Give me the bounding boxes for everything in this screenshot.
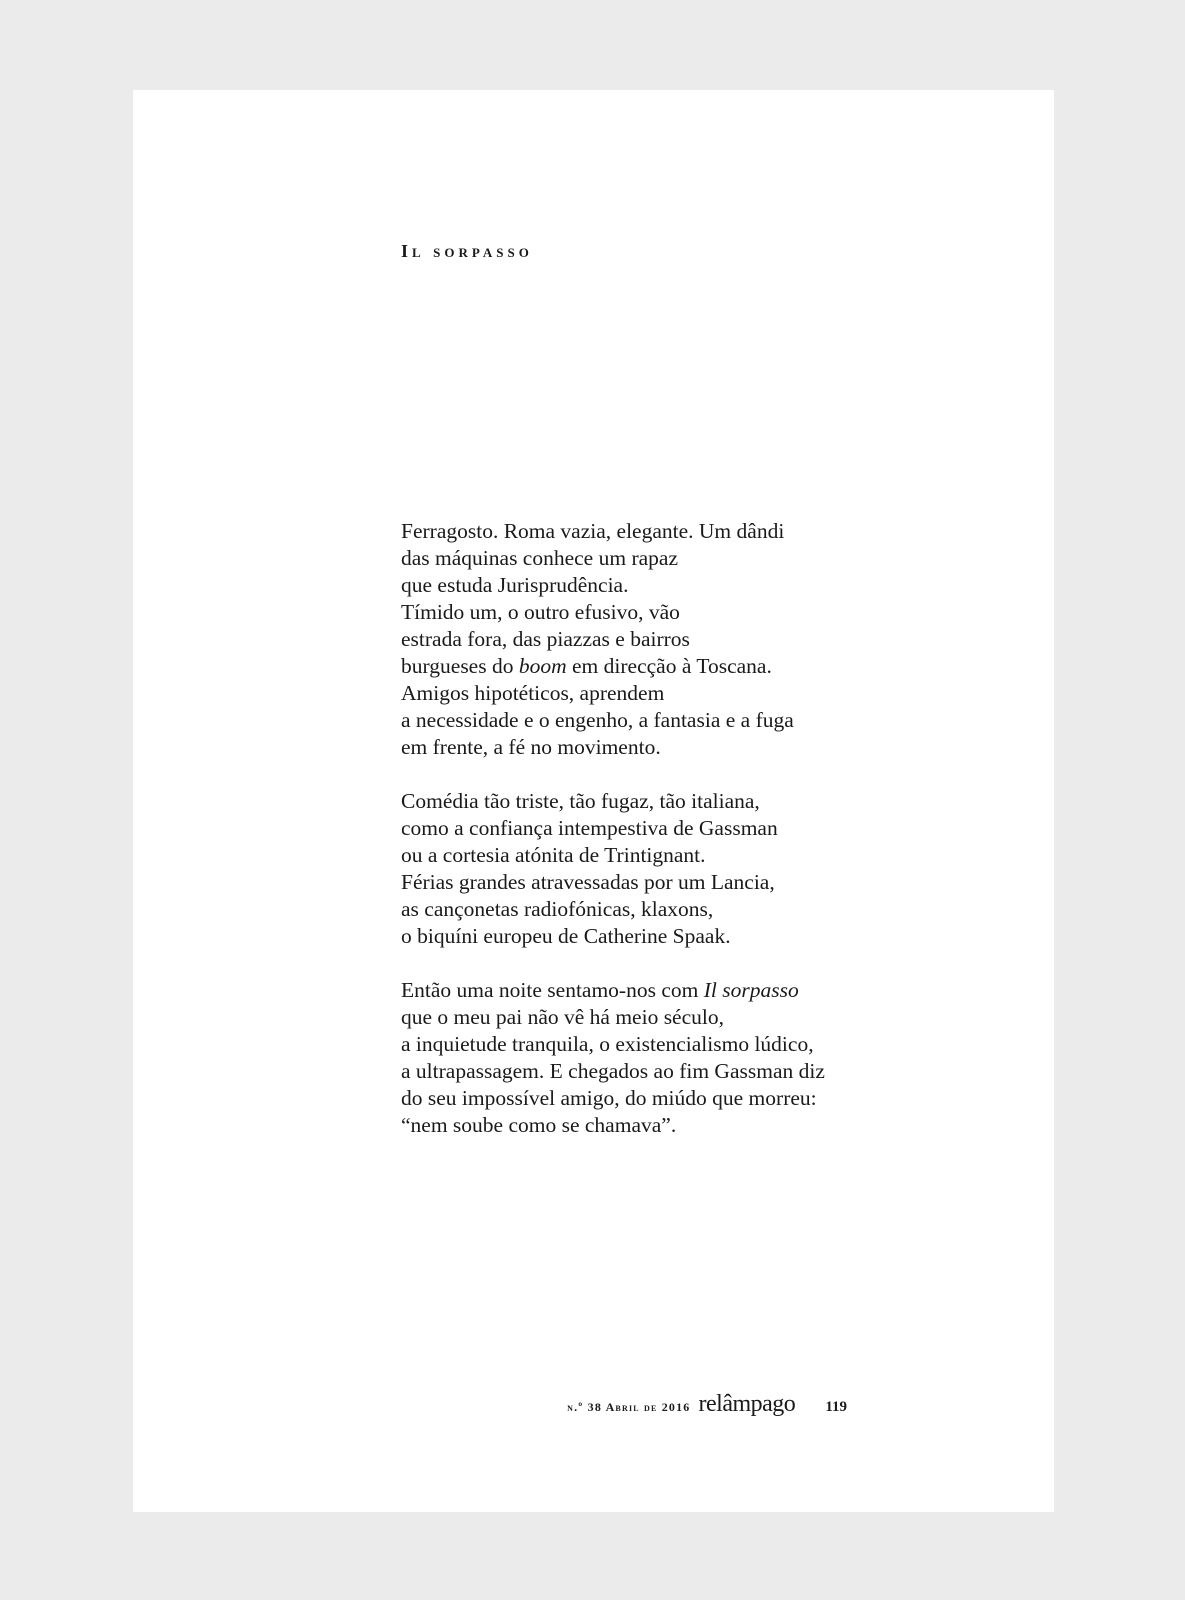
poem-line: a necessidade e o engenho, a fantasia e a fuga (401, 708, 794, 732)
poem-title: Il sorpasso (401, 241, 533, 261)
poem-line: em frente, a fé no movimento. (401, 735, 661, 759)
poem-line: do seu impossível amigo, do miúdo que morreu: (401, 1086, 817, 1110)
page (133, 90, 1054, 1512)
stanza (401, 518, 921, 761)
poem-line: Então uma noite sentamo-nos com Il sorpasso (401, 978, 799, 1002)
poem-line: que o meu pai não vê há meio século, (401, 1005, 724, 1029)
page-number: 119 (825, 1399, 847, 1415)
poem-line: que estuda Jurisprudência. (401, 573, 629, 597)
poem-body (401, 518, 921, 1166)
poem-line: como a confiança intempestiva de Gassman (401, 816, 778, 840)
poem-line: Amigos hipotéticos, aprendem (401, 681, 665, 705)
stanza (401, 788, 921, 950)
issue-info: n.º 38 Abril de 2016 (567, 1400, 691, 1414)
poem-line: o biquíni europeu de Catherine Spaak. (401, 924, 731, 948)
poem-line: Comédia tão triste, tão fugaz, tão italiana, (401, 789, 760, 813)
poem-line: ou a cortesia atónita de Trintignant. (401, 843, 706, 867)
italic-word: boom (518, 654, 567, 678)
poem-line: “nem soube como se chamava”. (401, 1113, 677, 1137)
magazine-logo: relâmpago (698, 1391, 796, 1417)
poem-line: estrada fora, das piazzas e bairros (401, 627, 690, 651)
poem-line: burgueses do boom em direcção à Toscana. (401, 654, 772, 678)
poem-line: a ultrapassagem. E chegados ao fim Gassman diz (401, 1059, 825, 1083)
poem-line: a inquietude tranquila, o existencialismo lúdico, (401, 1032, 814, 1056)
poem-line: Férias grandes atravessadas por um Lancia, (401, 870, 775, 894)
poem-line: Tímido um, o outro efusivo, vão (401, 600, 680, 624)
poem-line: Ferragosto. Roma vazia, elegante. Um dândi (401, 519, 785, 543)
stanza (401, 977, 921, 1139)
poem-line: as cançonetas radiofónicas, klaxons, (401, 897, 714, 921)
poem-line: das máquinas conhece um rapaz (401, 546, 678, 570)
italic-title: Il sorpasso (703, 978, 799, 1002)
page-footer (133, 1391, 847, 1418)
